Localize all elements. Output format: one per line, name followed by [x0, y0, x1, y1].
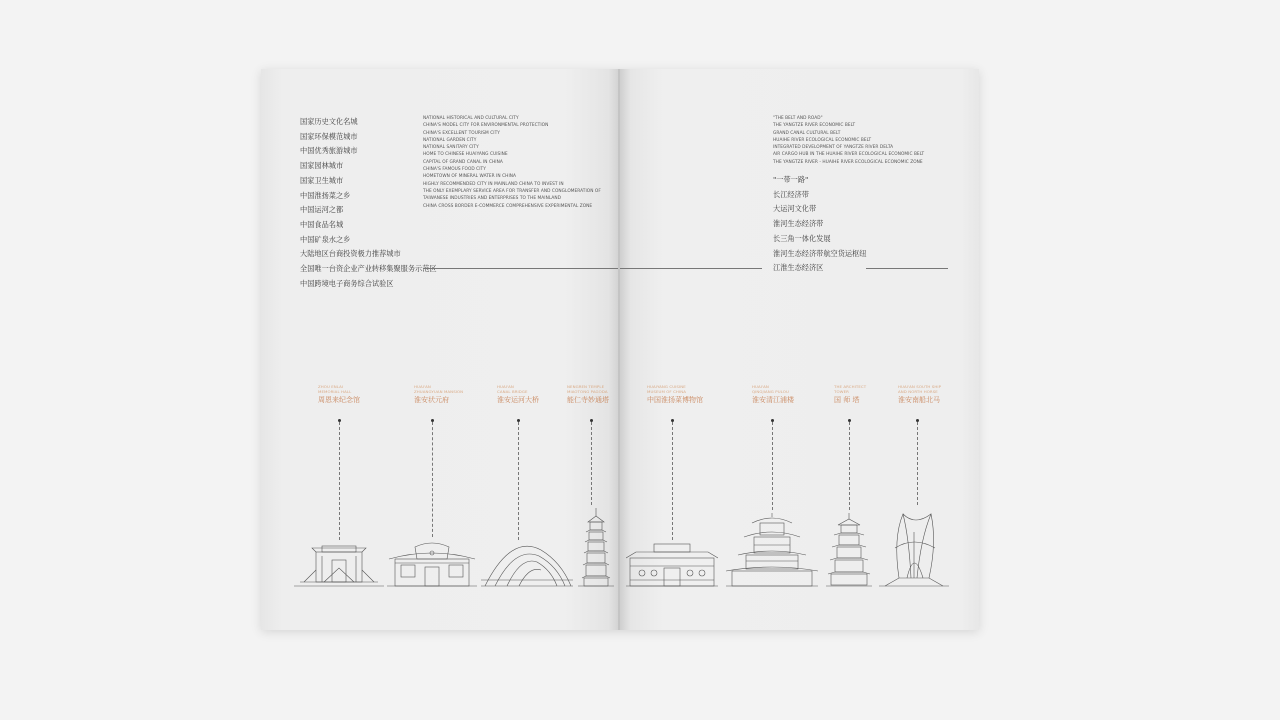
landmark-name-cn: 淮安清江浦楼: [752, 395, 794, 404]
landmark-name-cn: 淮安状元府: [414, 395, 449, 404]
city-title-cn: 全国唯一台资企业产业转移集聚服务示范区: [300, 264, 437, 274]
landmark-name-en: HUAI'AN ZHUANGYUAN MANSION: [414, 384, 464, 395]
landmark-label: [567, 384, 609, 405]
city-title-cn: 大陆地区台商投资极力推荐城市: [300, 249, 401, 259]
arch-bridge-icon: [481, 540, 573, 588]
city-title-en: NATIONAL GARDEN CITY: [423, 137, 477, 143]
city-title-en: CHINA'S MODEL CITY FOR ENVIRONMENTAL PROTECTION: [423, 123, 549, 129]
museum-icon: [626, 540, 718, 588]
strategies-en: [773, 115, 924, 166]
tiered-tower-icon: [826, 513, 872, 588]
landmark-name-en: HUAI'AN CANAL BRIDGE: [497, 384, 528, 395]
strategy-en: HUAIHE RIVER ECOLOGICAL ECONOMIC BELT: [773, 137, 872, 143]
ship-horse-monument-icon: [879, 508, 949, 588]
landmark-name-en: NENGREN TEMPLE MIAOTONG PAGODA: [567, 384, 608, 395]
city-title-en: CAPITAL OF GRAND CANAL IN CHINA: [423, 159, 503, 165]
city-title-cn: 中国淮扬菜之乡: [300, 190, 351, 200]
memorial-hall-icon: [294, 540, 384, 588]
strategy-en: AIR CARGO HUB IN THE HUAIHE RIVER ECOLOGICAL ECONOMIC BELT: [773, 152, 925, 158]
city-title-en: THE ONLY EXEMPLARY SERVICE AREA FOR TRANSFER AND CONGLOMERATION OF: [423, 188, 601, 194]
pagoda-icon: [578, 508, 614, 588]
landmark-label: [898, 384, 941, 405]
city-titles-cn: [300, 115, 437, 291]
pointer-line: [917, 422, 918, 505]
strategy-en: "THE BELT AND ROAD": [773, 116, 823, 121]
city-title-cn: 国家环保模范城市: [300, 131, 358, 141]
pointer-line: [339, 422, 340, 540]
landmark-name-cn: 淮安运河大桥: [497, 395, 539, 404]
landmark-name-cn: 周恩来纪念馆: [318, 395, 360, 404]
divider-line-right-top: [620, 268, 762, 269]
divider-line-left: [423, 268, 619, 269]
city-title-en: TAIWANESE INDUSTRIES AND ENTERPRISES TO THE MAINLAND: [423, 196, 561, 202]
city-title-cn: 中国食品名城: [300, 219, 344, 229]
strategy-en: THE YANGTZE RIVER - HUAIHE RIVER ECOLOGICAL ECONOMIC ZONE: [773, 159, 923, 165]
pointer-line: [772, 422, 773, 510]
city-title-cn: 国家卫生城市: [300, 175, 344, 185]
landmark-label: [497, 384, 539, 405]
strategy-cn: 淮河生态经济带航空货运枢纽: [773, 248, 867, 258]
landmark-name-en: HUAIYANG CUISINE MUSEUM OF CHINA: [647, 384, 686, 395]
strategy-cn: 大运河文化带: [773, 204, 817, 214]
landmark-name-cn: 淮安南船北马: [898, 395, 940, 404]
city-title-en: CHINA'S EXCELLENT TOURISM CITY: [423, 130, 500, 136]
pointer-line: [849, 422, 850, 510]
strategy-cn: "一带一路": [773, 175, 809, 184]
city-title-cn: 国家园林城市: [300, 161, 344, 171]
city-titles-en: [423, 115, 601, 210]
divider-line-right: [866, 268, 948, 269]
pointer-line: [432, 422, 433, 537]
landmark-name-cn: 中国淮扬菜博物馆: [647, 395, 703, 404]
pointer-line: [591, 422, 592, 505]
pointer-line: [672, 422, 673, 540]
landmark-name-en: THE ARCHITECT TOWER: [834, 384, 867, 395]
landmark-label: [834, 384, 866, 405]
city-title-cn: 中国优秀旅游城市: [300, 146, 358, 156]
city-title-cn: 中国矿泉水之乡: [300, 234, 351, 244]
city-title-cn: 中国运河之都: [300, 205, 344, 215]
landmark-label: [752, 384, 794, 405]
city-title-en: HOMETOWN OF MINERAL WATER IN CHINA: [423, 174, 517, 180]
city-title-cn: 中国跨境电子商务综合试验区: [300, 278, 394, 288]
strategy-cn: 江淮生态经济区: [773, 263, 824, 273]
strategy-cn: 长江经济带: [773, 189, 809, 199]
strategy-cn: 长三角一体化发展: [773, 233, 831, 243]
city-title-en: HIGHLY RECOMMENDED CITY IN MAINLAND CHINA TO INVEST IN: [423, 181, 564, 187]
pavilion-tower-icon: [726, 513, 818, 588]
landmark-label: [414, 384, 463, 405]
city-title-en: NATIONAL HISTORICAL AND CULTURAL CITY: [423, 116, 519, 121]
strategies-cn: [773, 173, 866, 276]
city-title-cn: 国家历史文化名城: [300, 117, 358, 126]
landmark-name-cn: 国 师 塔: [834, 395, 860, 404]
landmark-label: [647, 384, 703, 405]
pointer-line: [518, 422, 519, 540]
landmark-name-en: HUAI'AN QINGJIANG PULOU: [752, 384, 789, 395]
landmark-name-en: ZHOU ENLAI MEMORIAL HALL: [318, 384, 352, 395]
landmark-label: [318, 384, 360, 405]
city-title-en: CHINA CROSS BORDER E-COMMERCE COMPREHENSIVE EXPERIMENTAL ZONE: [423, 203, 593, 209]
strategy-en: GRAND CANAL CULTURAL BELT: [773, 130, 841, 136]
landmark-name-cn: 能仁寺妙通塔: [567, 395, 609, 404]
city-title-en: CHINA'S FAMOUS FOOD CITY: [423, 167, 486, 173]
strategy-cn: 淮河生态经济带: [773, 219, 824, 229]
strategy-en: THE YANGTZE RIVER ECONOMIC BELT: [773, 123, 856, 129]
mansion-icon: [387, 537, 477, 588]
strategy-en: INTEGRATED DEVELOPMENT OF YANGTZE RIVER DELTA: [773, 145, 894, 151]
landmark-name-en: HUAI'AN SOUTH SHIP AND NORTH HORSE: [898, 384, 942, 395]
city-title-en: HOME TO CHINESE HUAIYANG CUISINE: [423, 152, 508, 158]
city-title-en: NATIONAL SANITARY CITY: [423, 145, 479, 151]
